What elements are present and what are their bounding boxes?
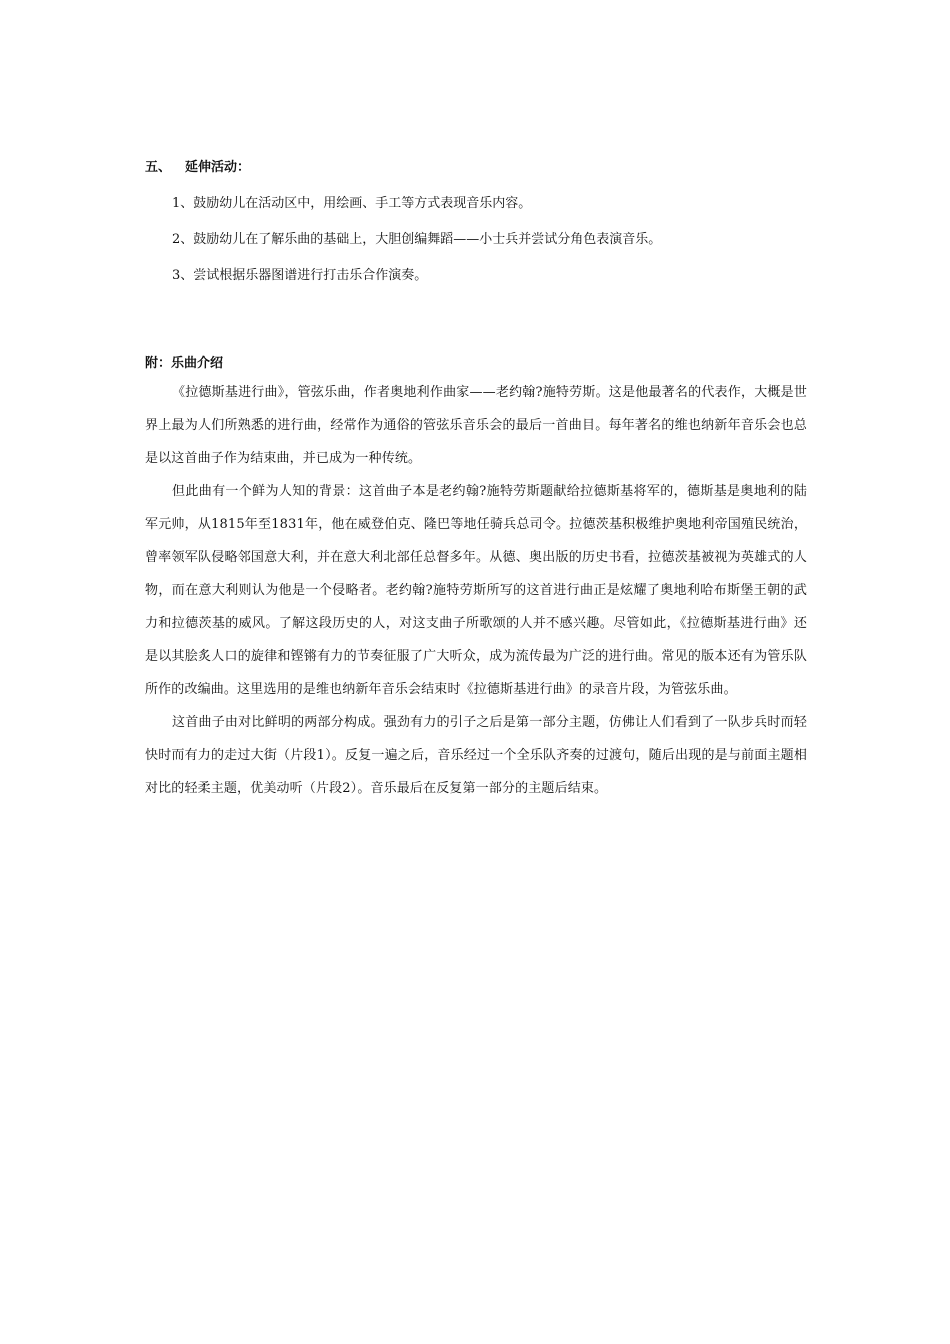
section-heading-extension — [145, 158, 807, 178]
appendix-heading: 附：乐曲介绍 — [145, 356, 224, 371]
section-title: 延伸活动： — [185, 160, 251, 175]
activity-item-2: 2、鼓励幼儿在了解乐曲的基础上，大胆创编舞蹈——小士兵并尝试分角色表演音乐。 — [172, 232, 662, 247]
activity-item-1: 1、鼓励幼儿在活动区中，用绘画、手工等方式表现音乐内容。 — [172, 196, 532, 211]
section-number: 五、 — [145, 160, 172, 175]
intro-paragraph-2: 但此曲有一个鲜为人知的背景：这首曲子本是老约翰?施特劳斯题献给拉德斯基将军的，德斯基是奥地利的陆军元帅，从1815年至1831年，他在威登伯克、隆巴等地任骑兵总司令。拉德茨基积极维护奥地利帝国殖民统治，曾率领军队侵略邻国意大利，并在意大利北部任总督多年。从德、奥出版的历史书看，拉德茨基被视为英雄式的人物，而在意大利则认为他是一个侵略者。老约翰?施特劳斯所写的这首进行曲正是炫耀了奥地利哈布斯堡王朝的武力和拉德茨基的威风。了解这段历史的人，对这支曲子所歌颂的人并不感兴趣。尽管如此，《拉德斯基进行曲》还是以其脍炙人口的旋律和铿锵有力的节奏征服了广大听众，成为流传最为广泛的进行曲。常见的版本还有为管乐队所作的改编曲。这里选用的是维也纳新年音乐会结束时《拉德斯基进行曲》的录音片段，为管弦乐曲。 — [145, 484, 807, 697]
intro-paragraph-1: 《拉德斯基进行曲》，管弦乐曲，作者奥地利作曲家——老约翰?施特劳斯。这是他最著名的代表作，大概是世界上最为人们所熟悉的进行曲，经常作为通俗的管弦乐音乐会的最后一首曲目。每年著名的维也纳新年音乐会也总是以这首曲子作为结束曲，并已成为一种传统。 — [145, 385, 807, 466]
document-content — [145, 158, 807, 805]
activity-item-3: 3、尝试根据乐器图谱进行打击乐合作演奏。 — [172, 268, 428, 283]
intro-paragraph-3: 这首曲子由对比鲜明的两部分构成。强劲有力的引子之后是第一部分主题，仿佛让人们看到了一队步兵时而轻快时而有力的走过大街（片段1）。反复一遍之后，音乐经过一个全乐队齐奏的过渡句，随后出现的是与前面主题相对比的轻柔主题，优美动听（片段2）。音乐最后在反复第一部分的主题后结束。 — [145, 715, 807, 796]
